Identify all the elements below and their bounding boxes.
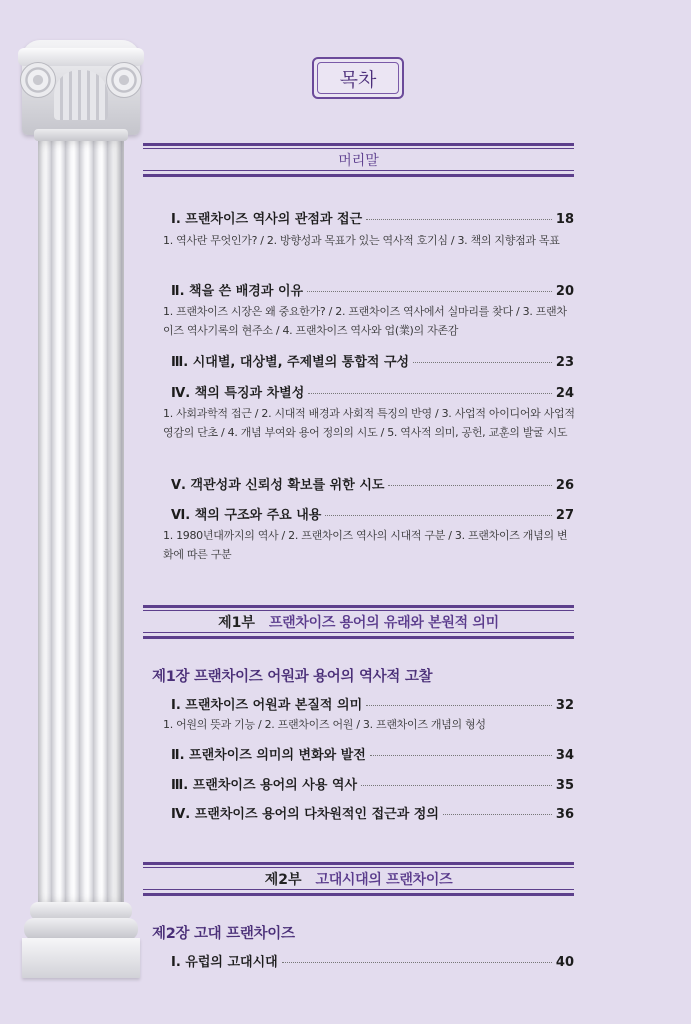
entry-heading: Ⅰ. 프랜차이즈 역사의 관점과 접근 <box>171 212 363 227</box>
chapter-title[interactable]: 제2장 고대 프랜차이즈 <box>152 926 295 942</box>
toc-entry[interactable] <box>171 694 574 713</box>
toc-entry[interactable] <box>171 208 574 227</box>
entry-page: 32 <box>555 698 574 713</box>
part2-header <box>143 862 574 896</box>
entry-page: 18 <box>555 212 574 227</box>
entry-heading: Ⅰ. 유럽의 고대시대 <box>171 955 278 970</box>
preface-header <box>143 143 574 177</box>
entry-subtopics: 1. 사회과학적 접근 / 2. 시대적 배경과 사회적 특징의 반영 / 3. 사업적 아이디어와 사업적 영감의 단초 / 4. 개념 부여와 용어 정의의 시도 / 5. 역사적 의미, 공헌, 교훈의 발굴 시도 <box>163 407 575 439</box>
part-title: 고대시대의 프랜차이즈 <box>315 872 453 888</box>
ionic-column-illustration <box>22 40 140 980</box>
entry-heading: Ⅴ. 객관성과 신뢰성 확보를 위한 시도 <box>171 478 385 493</box>
part-label: 제2부 <box>264 872 302 888</box>
toc-entry[interactable] <box>171 474 574 493</box>
entry-heading: Ⅱ. 프랜차이즈 의미의 변화와 발전 <box>171 748 366 763</box>
preface-title: 머리말 <box>338 153 379 169</box>
entry-page: 35 <box>555 778 574 793</box>
entry-heading: Ⅵ. 책의 구조와 주요 내용 <box>171 508 322 523</box>
page-title: 목차 <box>312 57 404 99</box>
entry-page: 34 <box>555 748 574 763</box>
entry-heading: Ⅲ. 프랜차이즈 용어의 사용 역사 <box>171 778 358 793</box>
part-title: 프랜차이즈 용어의 유래와 본원적 의미 <box>268 615 499 631</box>
part-label: 제1부 <box>218 615 255 631</box>
column-capital <box>22 40 140 135</box>
entry-page: 23 <box>555 355 574 370</box>
column-shaft <box>38 140 124 905</box>
entry-heading: Ⅲ. 시대별, 대상별, 주제별의 통합적 구성 <box>171 355 410 370</box>
entry-subtopics: 1. 어원의 뜻과 기능 / 2. 프랜차이즈 어원 / 3. 프랜차이즈 개념의 형성 <box>163 718 486 731</box>
toc-entry[interactable] <box>171 280 574 299</box>
toc-entry[interactable] <box>171 504 574 523</box>
entry-page: 26 <box>555 478 574 493</box>
entry-heading: Ⅱ. 책을 쓴 배경과 이유 <box>171 284 304 299</box>
entry-heading: Ⅰ. 프랜차이즈 어원과 본질적 의미 <box>171 698 363 713</box>
entry-subtopics: 1. 프랜차이즈 시장은 왜 중요한가? / 2. 프랜차이즈 역사에서 실마리를 찾다 / 3. 프랜차이즈 역사기록의 현주소 / 4. 프랜차이즈 역사와 업(業)의 자존감 <box>163 305 567 337</box>
entry-page: 27 <box>555 508 574 523</box>
toc-entry[interactable] <box>171 744 574 763</box>
toc-entry[interactable] <box>171 351 574 370</box>
toc-entry[interactable] <box>171 803 574 822</box>
toc-entry[interactable] <box>171 382 574 401</box>
entry-page: 36 <box>555 807 574 822</box>
entry-heading: Ⅳ. 프랜차이즈 용어의 다차원적인 접근과 정의 <box>171 807 439 822</box>
entry-heading: Ⅳ. 책의 특징과 차별성 <box>171 386 305 401</box>
entry-subtopics: 1. 1980년대까지의 역사 / 2. 프랜차이즈 역사의 시대적 구분 / 3. 프랜차이즈 개념의 변화에 따른 구분 <box>163 529 568 561</box>
entry-page: 24 <box>555 386 574 401</box>
part1-header <box>143 605 574 639</box>
toc-entry[interactable] <box>171 951 574 970</box>
toc-entry[interactable] <box>171 774 574 793</box>
chapter-title[interactable]: 제1장 프랜차이즈 어원과 용어의 역사적 고찰 <box>152 669 433 685</box>
entry-subtopics: 1. 역사란 무엇인가? / 2. 방향성과 목표가 있는 역사적 호기심 / 3. 책의 지향점과 목표 <box>163 234 560 247</box>
column-plinth <box>22 938 140 978</box>
entry-page: 20 <box>555 284 574 299</box>
entry-page: 40 <box>555 955 574 970</box>
